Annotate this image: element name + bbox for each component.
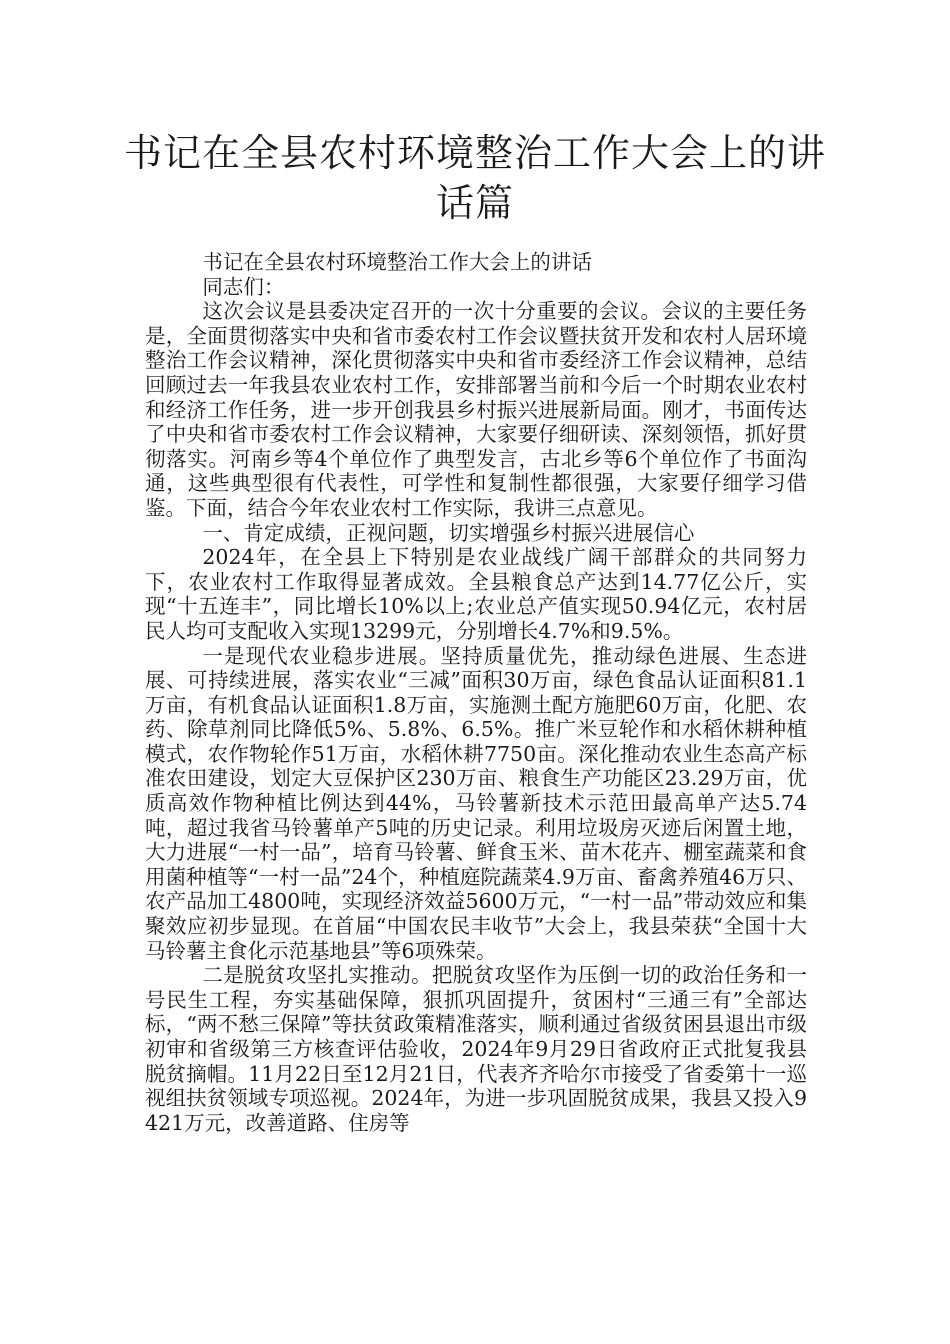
salutation: 同志们： <box>202 274 285 299</box>
speech-heading-line: 书记在全县农村环境整治工作大会上的讲话 <box>202 250 592 274</box>
body-paragraph: 一是现代农业稳步进展。坚持质量优先，推动绿色进展、生态进展、可持续进展，落实农业“三减”面积30万亩，绿色食品认证面积81.1万亩，有机食品认证面积1.8万亩，实施测土配方施肥60万亩，化肥、农药、除草剂同比降低5%、5.8%、6.5%。推广米豆轮作和水稻休耕种植模式，农作物轮作51万亩，水稻休耕7750亩。深化推动农业生态高产标准农田建设，划定大豆保护区230万亩、粮食生产功能区23.29万亩，优质高效作物种植比例达到44%，马铃薯新技术示范田最高单产达5.74吨，超过我省马铃薯单产5吨的历史记录。利用垃圾房灭迹后闲置土地，大力进展“一村一品”，培育马铃薯、鲜食玉米、苗木花卉、棚室蔬菜和食用菌种植等“一村一品”24个，种植庭院蔬菜4.9万亩、畜禽养殖46万只、农产品加工4800吨，实现经济效益5600万元，“一村一品”带动效应和集聚效应初步显现。在首届“中国农民丰收节”大会上，我县荣获“全国十大马铃薯主食化示范基地县”等6项殊荣。 <box>145 643 807 963</box>
body-paragraph: 这次会议是县委决定召开的一次十分重要的会议。会议的主要任务是，全面贯彻落实中央和省市委农村工作会议暨扶贫开发和农村人居环境整治工作会议精神，深化贯彻落实中央和省市委经济工作会议精神，总结回顾过去一年我县农业农村工作，安排部署当前和今后一个时期农业农村和经济工作任务，进一步开创我县乡村振兴进展新局面。刚才，书面传达了中央和省市委农村工作会议精神，大家要仔细研读、深刻领悟，抓好贯彻落实。河南乡等4个单位作了典型发言，古北乡等6个单位作了书面沟通，这些典型很有代表性，可学性和复制性都很强，大家要仔细学习借鉴。下面，结合今年农业农村工作实际，我讲三点意见。 <box>145 299 807 520</box>
document-body <box>145 250 807 1135</box>
body-paragraph: 二是脱贫攻坚扎实推动。把脱贫攻坚作为压倒一切的政治任务和一号民生工程，夯实基础保障，狠抓巩固提升，贫困村“三通三有”全部达标，“两不愁三保障”等扶贫政策精准落实，顺利通过省级贫困县退出市级初审和省级第三方核查评估验收，2024年9月29日省政府正式批复我县脱贫摘帽。11月22日至12月21日，代表齐齐哈尔市接受了省委第十一巡视组扶贫领域专项巡视。2024年，为进一步巩固脱贫成果，我县又投入9421万元，改善道路、住房等 <box>145 963 807 1135</box>
section-heading: 一、肯定成绩，正视问题，切实增强乡村振兴进展信心 <box>202 520 695 545</box>
document-title: 书记在全县农村环境整治工作大会上的讲话篇 <box>123 131 826 225</box>
body-paragraph: 2024年，在全县上下特别是农业战线广阔干部群众的共同努力下，农业农村工作取得显著成效。全县粮食总产达到14.77亿公斤，实现“十五连丰”，同比增长10%以上;农业总产值实现50.94亿元，农村居民人均可支配收入实现13299元，分别增长4.7%和9.5%。 <box>145 545 807 643</box>
